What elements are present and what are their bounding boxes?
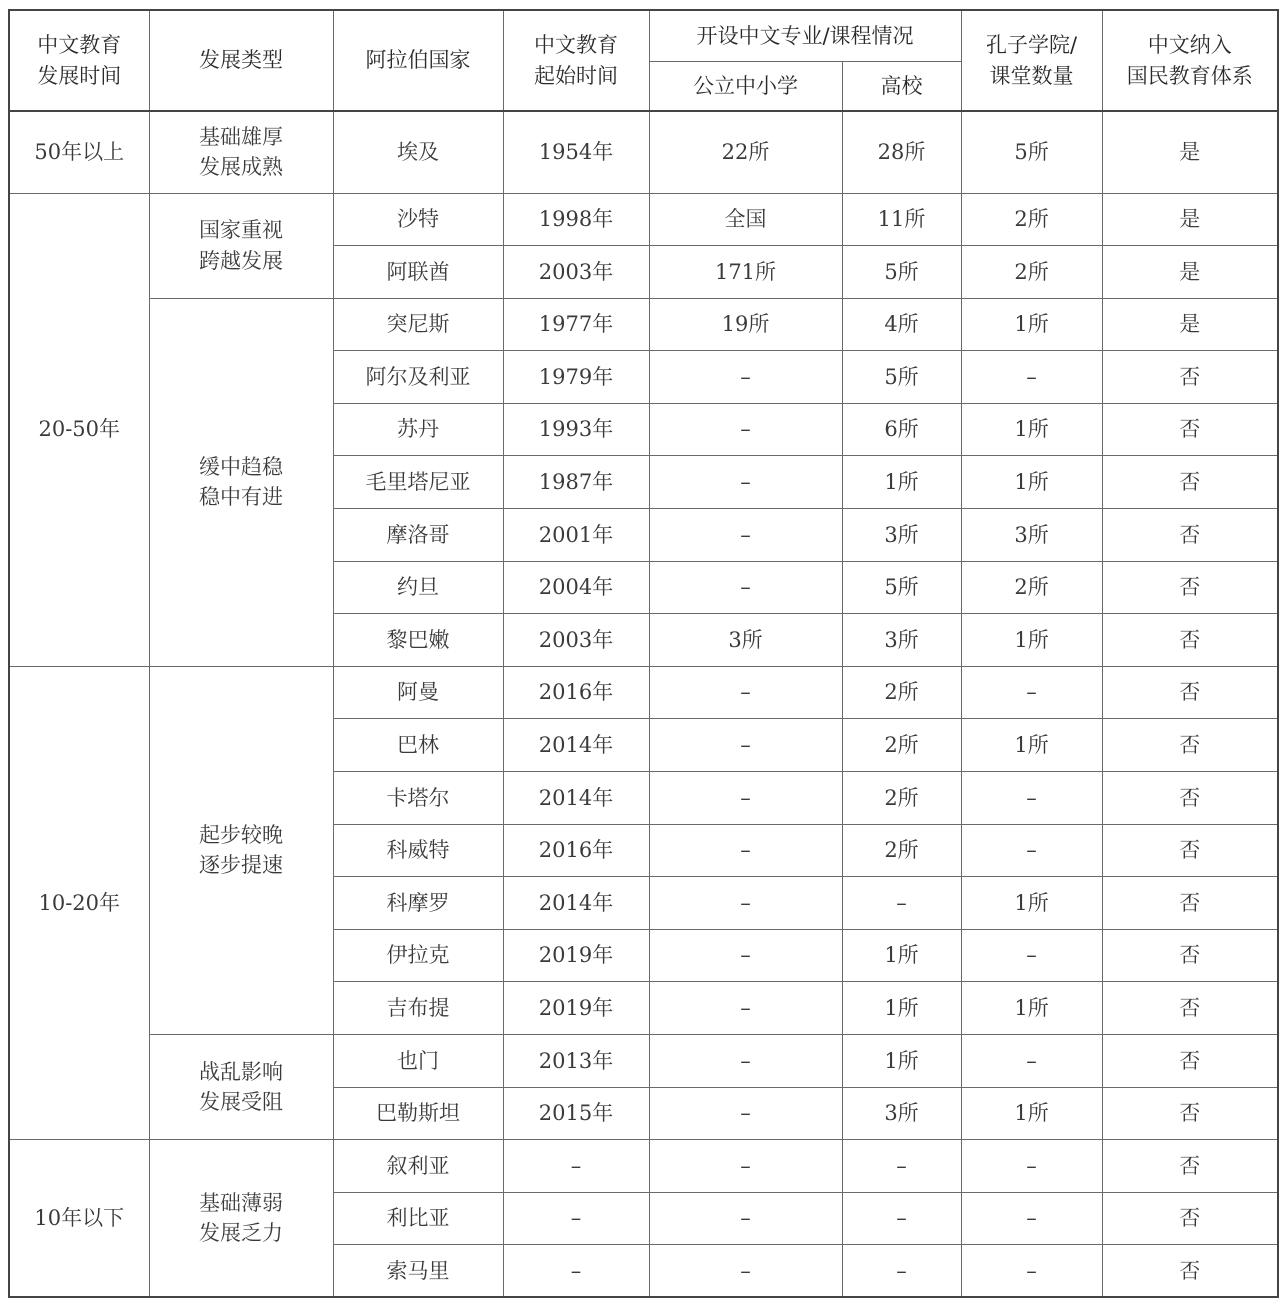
start-time-cell: 1993年 — [503, 403, 649, 456]
header-schools: 公立中小学 — [649, 62, 842, 112]
start-time-cell: 2014年 — [503, 877, 649, 930]
table-row — [9, 1140, 1278, 1193]
country-cell: 摩洛哥 — [333, 509, 503, 562]
universities-cell: 1所 — [842, 1035, 961, 1088]
schools-cell: – — [649, 1140, 842, 1193]
universities-cell: 28所 — [842, 111, 961, 193]
schools-cell: – — [649, 719, 842, 772]
universities-cell: – — [842, 877, 961, 930]
universities-cell: 3所 — [842, 1087, 961, 1140]
start-time-cell: – — [503, 1245, 649, 1298]
confucius-cell: 3所 — [961, 509, 1102, 562]
country-cell: 阿曼 — [333, 666, 503, 719]
header-programs: 开设中文专业/课程情况 — [649, 10, 961, 62]
country-cell: 科威特 — [333, 824, 503, 877]
header-national-system: 中文纳入 国民教育体系 — [1102, 10, 1278, 111]
national-system-cell: 是 — [1102, 193, 1278, 246]
schools-cell: – — [649, 1245, 842, 1298]
confucius-cell: 1所 — [961, 614, 1102, 667]
universities-cell: 6所 — [842, 403, 961, 456]
schools-cell: – — [649, 403, 842, 456]
country-cell: 突尼斯 — [333, 298, 503, 351]
national-system-cell: 否 — [1102, 1140, 1278, 1193]
confucius-cell: 1所 — [961, 719, 1102, 772]
start-time-cell: – — [503, 1192, 649, 1245]
table-row — [9, 193, 1278, 246]
country-cell: 索马里 — [333, 1245, 503, 1298]
national-system-cell: 否 — [1102, 719, 1278, 772]
start-time-cell: – — [503, 1140, 649, 1193]
header-period: 中文教育 发展时间 — [9, 10, 149, 111]
confucius-cell: – — [961, 1245, 1102, 1298]
country-cell: 科摩罗 — [333, 877, 503, 930]
table-row — [9, 1035, 1278, 1088]
header-confucius: 孔子学院/ 课堂数量 — [961, 10, 1102, 111]
universities-cell: – — [842, 1192, 961, 1245]
universities-cell: 2所 — [842, 772, 961, 825]
country-cell: 巴林 — [333, 719, 503, 772]
national-system-cell: 否 — [1102, 772, 1278, 825]
confucius-cell: 2所 — [961, 193, 1102, 246]
confucius-cell: – — [961, 824, 1102, 877]
schools-cell: – — [649, 929, 842, 982]
universities-cell: 1所 — [842, 456, 961, 509]
schools-cell: – — [649, 982, 842, 1035]
country-cell: 阿尔及利亚 — [333, 351, 503, 404]
country-cell: 黎巴嫩 — [333, 614, 503, 667]
schools-cell: – — [649, 666, 842, 719]
start-time-cell: 2003年 — [503, 246, 649, 299]
schools-cell: – — [649, 1087, 842, 1140]
start-time-cell: 1954年 — [503, 111, 649, 193]
national-system-cell: 否 — [1102, 1035, 1278, 1088]
start-time-cell: 2016年 — [503, 666, 649, 719]
schools-cell: 171所 — [649, 246, 842, 299]
national-system-cell: 否 — [1102, 824, 1278, 877]
confucius-cell: – — [961, 929, 1102, 982]
universities-cell: 2所 — [842, 666, 961, 719]
start-time-cell: 2014年 — [503, 772, 649, 825]
schools-cell: 22所 — [649, 111, 842, 193]
start-time-cell: 2003年 — [503, 614, 649, 667]
universities-cell: 5所 — [842, 246, 961, 299]
national-system-cell: 否 — [1102, 509, 1278, 562]
national-system-cell: 否 — [1102, 561, 1278, 614]
period-cell: 10年以下 — [9, 1140, 149, 1298]
schools-cell: – — [649, 1192, 842, 1245]
national-system-cell: 是 — [1102, 246, 1278, 299]
arab-chinese-education-table — [8, 9, 1279, 1298]
confucius-cell: 1所 — [961, 1087, 1102, 1140]
national-system-cell: 否 — [1102, 614, 1278, 667]
confucius-cell: 1所 — [961, 403, 1102, 456]
schools-cell: – — [649, 509, 842, 562]
start-time-cell: 2019年 — [503, 982, 649, 1035]
start-time-cell: 1987年 — [503, 456, 649, 509]
country-cell: 也门 — [333, 1035, 503, 1088]
period-cell: 50年以上 — [9, 111, 149, 193]
type-cell: 基础薄弱 发展乏力 — [149, 1140, 333, 1298]
header-row — [9, 10, 1278, 62]
period-cell: 20-50年 — [9, 193, 149, 666]
universities-cell: 3所 — [842, 509, 961, 562]
universities-cell: 2所 — [842, 719, 961, 772]
confucius-cell: – — [961, 1192, 1102, 1245]
confucius-cell: – — [961, 1140, 1102, 1193]
country-cell: 吉布提 — [333, 982, 503, 1035]
country-cell: 阿联酋 — [333, 246, 503, 299]
start-time-cell: 2013年 — [503, 1035, 649, 1088]
confucius-cell: 1所 — [961, 456, 1102, 509]
schools-cell: – — [649, 824, 842, 877]
universities-cell: – — [842, 1140, 961, 1193]
universities-cell: 11所 — [842, 193, 961, 246]
confucius-cell: 1所 — [961, 877, 1102, 930]
schools-cell: 全国 — [649, 193, 842, 246]
confucius-cell: – — [961, 351, 1102, 404]
type-cell: 缓中趋稳 稳中有进 — [149, 298, 333, 666]
national-system-cell: 否 — [1102, 982, 1278, 1035]
country-cell: 叙利亚 — [333, 1140, 503, 1193]
schools-cell: – — [649, 561, 842, 614]
national-system-cell: 否 — [1102, 929, 1278, 982]
confucius-cell: 1所 — [961, 982, 1102, 1035]
universities-cell: 5所 — [842, 351, 961, 404]
universities-cell: 2所 — [842, 824, 961, 877]
start-time-cell: 1998年 — [503, 193, 649, 246]
confucius-cell: – — [961, 1035, 1102, 1088]
universities-cell: 1所 — [842, 929, 961, 982]
schools-cell: 19所 — [649, 298, 842, 351]
confucius-cell: – — [961, 666, 1102, 719]
header-type: 发展类型 — [149, 10, 333, 111]
schools-cell: 3所 — [649, 614, 842, 667]
header-country: 阿拉伯国家 — [333, 10, 503, 111]
universities-cell: 4所 — [842, 298, 961, 351]
type-cell: 战乱影响 发展受阻 — [149, 1035, 333, 1140]
type-cell: 起步较晚 逐步提速 — [149, 666, 333, 1034]
national-system-cell: 否 — [1102, 1192, 1278, 1245]
schools-cell: – — [649, 877, 842, 930]
confucius-cell: 2所 — [961, 561, 1102, 614]
universities-cell: 5所 — [842, 561, 961, 614]
country-cell: 巴勒斯坦 — [333, 1087, 503, 1140]
national-system-cell: 是 — [1102, 111, 1278, 193]
national-system-cell: 否 — [1102, 456, 1278, 509]
country-cell: 约旦 — [333, 561, 503, 614]
type-cell: 国家重视 跨越发展 — [149, 193, 333, 298]
type-cell: 基础雄厚 发展成熟 — [149, 111, 333, 193]
country-cell: 埃及 — [333, 111, 503, 193]
schools-cell: – — [649, 351, 842, 404]
table-body — [9, 111, 1278, 1297]
confucius-cell: 5所 — [961, 111, 1102, 193]
universities-cell: 3所 — [842, 614, 961, 667]
start-time-cell: 2001年 — [503, 509, 649, 562]
table-row — [9, 666, 1278, 719]
country-cell: 苏丹 — [333, 403, 503, 456]
national-system-cell: 是 — [1102, 298, 1278, 351]
universities-cell: – — [842, 1245, 961, 1298]
start-time-cell: 1977年 — [503, 298, 649, 351]
period-cell: 10-20年 — [9, 666, 149, 1139]
national-system-cell: 否 — [1102, 1087, 1278, 1140]
start-time-cell: 2019年 — [503, 929, 649, 982]
country-cell: 伊拉克 — [333, 929, 503, 982]
national-system-cell: 否 — [1102, 877, 1278, 930]
start-time-cell: 2014年 — [503, 719, 649, 772]
country-cell: 利比亚 — [333, 1192, 503, 1245]
country-cell: 毛里塔尼亚 — [333, 456, 503, 509]
country-cell: 卡塔尔 — [333, 772, 503, 825]
start-time-cell: 2016年 — [503, 824, 649, 877]
start-time-cell: 1979年 — [503, 351, 649, 404]
confucius-cell: 1所 — [961, 298, 1102, 351]
national-system-cell: 否 — [1102, 666, 1278, 719]
national-system-cell: 否 — [1102, 403, 1278, 456]
country-cell: 沙特 — [333, 193, 503, 246]
schools-cell: – — [649, 772, 842, 825]
table-row — [9, 298, 1278, 351]
national-system-cell: 否 — [1102, 351, 1278, 404]
start-time-cell: 2004年 — [503, 561, 649, 614]
table-row — [9, 111, 1278, 193]
national-system-cell: 否 — [1102, 1245, 1278, 1298]
header-universities: 高校 — [842, 62, 961, 112]
universities-cell: 1所 — [842, 982, 961, 1035]
schools-cell: – — [649, 456, 842, 509]
start-time-cell: 2015年 — [503, 1087, 649, 1140]
header-start-time: 中文教育 起始时间 — [503, 10, 649, 111]
schools-cell: – — [649, 1035, 842, 1088]
confucius-cell: – — [961, 772, 1102, 825]
confucius-cell: 2所 — [961, 246, 1102, 299]
